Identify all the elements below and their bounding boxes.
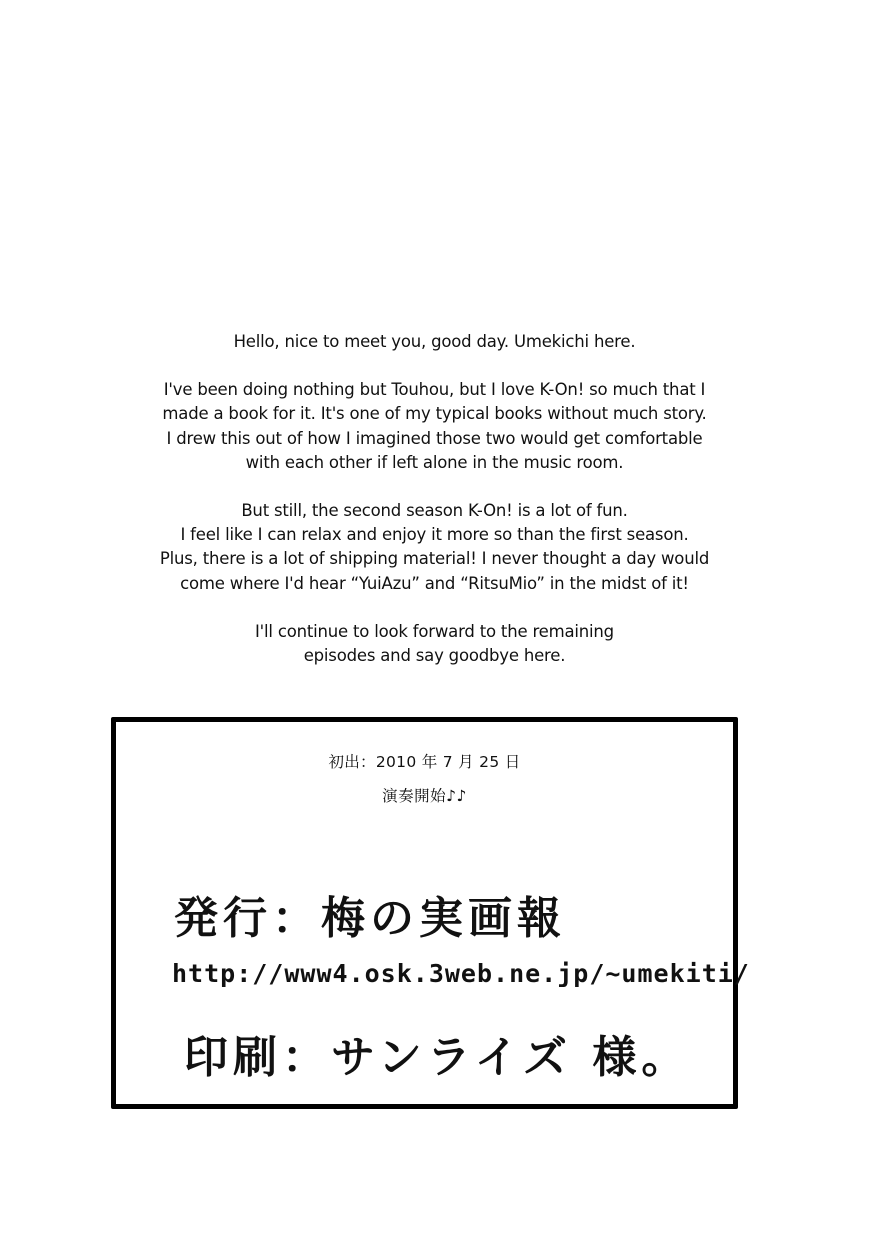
first-published-date: 初出：2010 年 7 月 25 日	[328, 753, 521, 771]
publisher-url: http://www4.osk.3web.ne.jp/~umekiti/	[172, 959, 750, 988]
afterword-line: made a book for it. It's one of my typical books without much story.	[162, 404, 707, 424]
afterword-text	[0, 330, 869, 692]
afterword-line: with each other if left alone in the music room.	[245, 452, 624, 472]
afterword-line: Hello, nice to meet you, good day. Umekichi here.	[233, 332, 636, 351]
colophon-box	[111, 717, 750, 1109]
afterword-line: I drew this out of how I imagined those two would get comfortable	[166, 428, 703, 448]
afterword-line: I'll continue to look forward to the remaining	[255, 621, 614, 641]
printer-name: 印刷：サンライズ 様。	[184, 1032, 691, 1083]
afterword-line: I've been doing nothing but Touhou, but I love K-On! so much that I	[163, 380, 706, 400]
afterword-paragraph	[0, 378, 869, 475]
afterword-line: episodes and say goodbye here.	[303, 646, 566, 666]
afterword-line: I feel like I can relax and enjoy it more so than the first season.	[180, 525, 689, 545]
afterword-line: come where I'd hear “YuiAzu” and “RitsuMio” in the midst of it!	[180, 573, 689, 593]
afterword-line: Plus, there is a lot of shipping material! I never thought a day would	[159, 549, 710, 569]
book-subtitle: 演奏開始♪♪	[382, 787, 467, 805]
afterword-paragraph	[0, 620, 869, 668]
afterword-line: But still, the second season K-On! is a lot of fun.	[241, 501, 628, 521]
afterword-paragraph	[0, 330, 869, 354]
afterword-paragraph	[0, 499, 869, 596]
publisher-name: 発行：梅の実画報	[174, 893, 566, 944]
